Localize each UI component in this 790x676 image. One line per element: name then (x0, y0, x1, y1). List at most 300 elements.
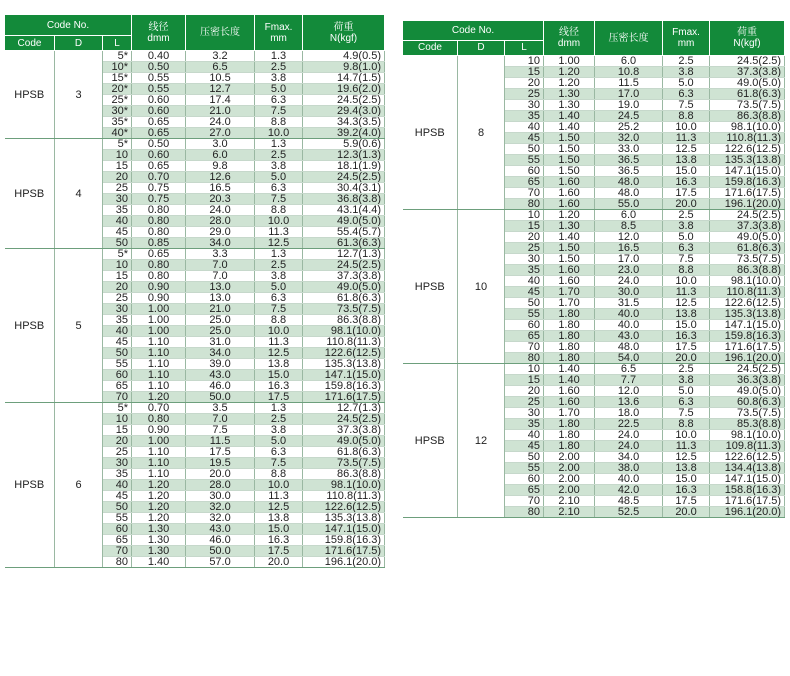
load-cell: 147.1(15.0) (303, 370, 385, 381)
fmax-cell: 15.0 (255, 370, 303, 381)
load-cell: 55.4(5.7) (303, 227, 385, 238)
load-cell: 9.8(1.0) (303, 62, 385, 73)
length-cell: 30* (103, 106, 132, 117)
fmax-cell: 10.0 (255, 326, 303, 337)
length-cell: 60 (103, 370, 132, 381)
fmax-cell: 6.3 (255, 183, 303, 194)
fmax-cell: 8.8 (255, 205, 303, 216)
wire-diameter-cell: 1.20 (132, 491, 186, 502)
load-cell: 37.3(3.8) (710, 221, 785, 232)
wire-diameter-cell: 1.10 (132, 458, 186, 469)
compressed-length-cell: 13.0 (186, 293, 255, 304)
compressed-length-cell: 19.5 (186, 458, 255, 469)
load-cell: 159.8(16.3) (303, 381, 385, 392)
wire-diameter-cell: 0.80 (132, 414, 186, 425)
table-row (5, 139, 385, 150)
length-cell: 25 (505, 89, 544, 100)
wire-diameter-cell: 2.00 (544, 485, 595, 496)
load-cell: 18.1(1.9) (303, 161, 385, 172)
load-cell: 34.3(3.5) (303, 117, 385, 128)
length-cell: 55 (505, 309, 544, 320)
wire-diameter-cell: 1.10 (132, 348, 186, 359)
wire-diameter-cell: 1.10 (132, 359, 186, 370)
fmax-cell: 13.8 (663, 463, 710, 474)
length-cell: 35 (103, 315, 132, 326)
load-cell: 196.1(20.0) (710, 353, 785, 364)
load-cell: 24.5(2.5) (303, 260, 385, 271)
length-cell: 30 (505, 254, 544, 265)
fmax-cell: 7.5 (663, 100, 710, 111)
fmax-cell: 15.0 (663, 474, 710, 485)
fmax-cell: 2.5 (255, 260, 303, 271)
length-cell: 10 (103, 260, 132, 271)
fmax-cell: 2.5 (255, 150, 303, 161)
diameter-cell: 5 (55, 249, 103, 403)
wire-diameter-cell: 1.30 (132, 535, 186, 546)
wire-diameter-cell: 1.00 (132, 315, 186, 326)
load-cell: 171.6(17.5) (303, 546, 385, 557)
spec-table-right (402, 20, 785, 518)
load-cell: 86.3(8.8) (710, 265, 785, 276)
load-cell: 24.5(2.5) (303, 172, 385, 183)
load-cell: 5.9(0.6) (303, 139, 385, 150)
length-cell: 25* (103, 95, 132, 106)
wire-diameter-cell: 1.70 (544, 298, 595, 309)
fmax-cell: 5.0 (663, 232, 710, 243)
wire-diameter-cell: 0.40 (132, 51, 186, 62)
length-cell: 40 (505, 276, 544, 287)
fmax-cell: 5.0 (255, 282, 303, 293)
table-row (5, 403, 385, 414)
fmax-cell: 12.5 (663, 298, 710, 309)
load-cell: 49.0(5.0) (710, 386, 785, 397)
length-cell: 10 (505, 364, 544, 375)
wire-diameter-cell: 1.60 (544, 199, 595, 210)
compressed-length-cell: 32.0 (595, 133, 663, 144)
length-cell: 60 (103, 524, 132, 535)
length-cell: 35 (103, 205, 132, 216)
length-cell: 30 (103, 304, 132, 315)
load-cell: 171.6(17.5) (710, 188, 785, 199)
load-cell: 147.1(15.0) (710, 474, 785, 485)
load-cell: 122.6(12.5) (303, 348, 385, 359)
code-cell: HPSB (403, 210, 458, 364)
compressed-length-cell: 16.5 (186, 183, 255, 194)
wire-diameter-cell: 1.10 (132, 370, 186, 381)
compressed-length-cell: 17.4 (186, 95, 255, 106)
load-cell: 4.9(0.5) (303, 51, 385, 62)
fmax-cell: 7.5 (663, 254, 710, 265)
wire-diameter-cell: 0.85 (132, 238, 186, 249)
fmax-cell: 8.8 (255, 315, 303, 326)
wire-diameter-cell: 1.20 (544, 210, 595, 221)
wire-diameter-cell: 0.70 (132, 403, 186, 414)
wire-diameter-cell: 0.60 (132, 95, 186, 106)
load-cell: 24.5(2.5) (303, 95, 385, 106)
fmax-cell: 11.3 (255, 337, 303, 348)
fmax-cell: 16.3 (663, 331, 710, 342)
fmax-cell: 1.3 (255, 249, 303, 260)
length-cell: 45 (505, 441, 544, 452)
compressed-length-cell: 42.0 (595, 485, 663, 496)
wire-diameter-cell: 1.50 (544, 144, 595, 155)
fmax-cell: 10.0 (663, 430, 710, 441)
compressed-length-header: 压密长度 (595, 21, 663, 56)
wire-diameter-cell: 0.90 (132, 282, 186, 293)
load-cell: 37.3(3.8) (303, 425, 385, 436)
wire-diameter-cell: 1.50 (544, 254, 595, 265)
compressed-length-cell: 48.5 (595, 496, 663, 507)
compressed-length-cell: 6.5 (595, 364, 663, 375)
load-cell: 122.6(12.5) (710, 452, 785, 463)
wire-diameter-cell: 1.60 (544, 276, 595, 287)
fmax-cell: 5.0 (663, 78, 710, 89)
length-cell: 40* (103, 128, 132, 139)
wire-diameter-cell: 1.50 (544, 133, 595, 144)
load-cell: 60.8(6.3) (710, 397, 785, 408)
compressed-length-cell: 24.5 (595, 111, 663, 122)
table-row (5, 51, 385, 62)
load-cell: 135.3(13.8) (710, 155, 785, 166)
fmax-cell: 8.8 (255, 469, 303, 480)
wire-diameter-cell: 1.40 (132, 557, 186, 568)
fmax-cell: 11.3 (255, 227, 303, 238)
compressed-length-cell: 3.2 (186, 51, 255, 62)
fmax-cell: 8.8 (663, 265, 710, 276)
compressed-length-cell: 7.0 (186, 260, 255, 271)
load-cell: 73.5(7.5) (303, 458, 385, 469)
fmax-header: Fmax. mm (663, 21, 710, 56)
compressed-length-cell: 24.0 (595, 430, 663, 441)
fmax-cell: 12.5 (255, 348, 303, 359)
load-cell: 73.5(7.5) (710, 408, 785, 419)
table-header (5, 15, 385, 51)
compressed-length-cell: 28.0 (186, 480, 255, 491)
fmax-cell: 16.3 (255, 535, 303, 546)
fmax-cell: 2.5 (255, 62, 303, 73)
load-cell: 196.1(20.0) (303, 557, 385, 568)
fmax-cell: 3.8 (663, 221, 710, 232)
wire-diameter-cell: 2.00 (544, 474, 595, 485)
compressed-length-cell: 12.0 (595, 386, 663, 397)
length-cell: 50 (505, 144, 544, 155)
load-cell: 171.6(17.5) (710, 496, 785, 507)
compressed-length-cell: 43.0 (186, 524, 255, 535)
compressed-length-cell: 28.0 (186, 216, 255, 227)
compressed-length-cell: 11.5 (595, 78, 663, 89)
compressed-length-cell: 11.5 (186, 436, 255, 447)
length-cell: 55 (103, 359, 132, 370)
length-cell: 20 (505, 386, 544, 397)
compressed-length-cell: 34.0 (186, 238, 255, 249)
length-cell: 35 (505, 111, 544, 122)
load-cell: 159.8(16.3) (710, 177, 785, 188)
compressed-length-cell: 50.0 (186, 392, 255, 403)
fmax-cell: 16.3 (255, 381, 303, 392)
wire-diameter-cell: 2.10 (544, 507, 595, 518)
fmax-cell: 10.0 (663, 276, 710, 287)
load-cell: 147.1(15.0) (710, 166, 785, 177)
fmax-cell: 17.5 (663, 342, 710, 353)
load-cell: 86.3(8.8) (303, 469, 385, 480)
load-cell: 19.6(2.0) (303, 84, 385, 95)
fmax-cell: 2.5 (663, 210, 710, 221)
wire-diameter-cell: 1.60 (544, 177, 595, 188)
length-cell: 40 (103, 480, 132, 491)
compressed-length-cell: 54.0 (595, 353, 663, 364)
fmax-cell: 3.8 (255, 161, 303, 172)
wire-diameter-cell: 1.80 (544, 342, 595, 353)
compressed-length-cell: 10.8 (595, 67, 663, 78)
load-cell: 12.7(1.3) (303, 403, 385, 414)
compressed-length-cell: 52.5 (595, 507, 663, 518)
load-cell: 49.0(5.0) (303, 282, 385, 293)
length-cell: 50 (505, 298, 544, 309)
compressed-length-cell: 20.0 (186, 469, 255, 480)
load-cell: 98.1(10.0) (303, 480, 385, 491)
wire-diameter-cell: 1.80 (544, 353, 595, 364)
length-cell: 15 (505, 221, 544, 232)
wire-diameter-cell: 1.60 (544, 397, 595, 408)
wire-diameter-cell: 0.75 (132, 194, 186, 205)
length-cell: 25 (103, 293, 132, 304)
wire-diameter-cell: 1.20 (544, 67, 595, 78)
compressed-length-header: 压密长度 (186, 15, 255, 51)
wire-diameter-cell: 1.40 (544, 122, 595, 133)
compressed-length-cell: 38.0 (595, 463, 663, 474)
load-cell: 61.8(6.3) (710, 89, 785, 100)
compressed-length-cell: 30.0 (186, 491, 255, 502)
load-cell: 171.6(17.5) (303, 392, 385, 403)
wire-diameter-cell: 0.80 (132, 271, 186, 282)
wire-diameter-cell: 0.55 (132, 84, 186, 95)
wire-diameter-cell: 1.80 (544, 441, 595, 452)
length-cell: 70 (505, 342, 544, 353)
wire-diameter-cell: 0.50 (132, 139, 186, 150)
wire-diameter-cell: 1.30 (544, 100, 595, 111)
compressed-length-cell: 9.8 (186, 161, 255, 172)
wire-diameter-cell: 1.80 (544, 430, 595, 441)
length-cell: 50 (103, 348, 132, 359)
compressed-length-cell: 19.0 (595, 100, 663, 111)
diameter-cell: 8 (458, 56, 505, 210)
length-cell: 80 (505, 353, 544, 364)
table-row (403, 364, 785, 375)
fmax-cell: 7.5 (255, 304, 303, 315)
load-cell: 86.3(8.8) (710, 111, 785, 122)
length-cell: 25 (103, 447, 132, 458)
length-cell: 30 (103, 194, 132, 205)
load-cell: 196.1(20.0) (710, 199, 785, 210)
length-cell: 40 (103, 326, 132, 337)
length-cell: 60 (505, 474, 544, 485)
diameter-cell: 6 (55, 403, 103, 568)
length-cell: 70 (505, 496, 544, 507)
wire-diameter-cell: 0.65 (132, 249, 186, 260)
compressed-length-cell: 40.0 (595, 320, 663, 331)
fmax-cell: 3.8 (663, 375, 710, 386)
wire-diameter-cell: 1.70 (544, 408, 595, 419)
length-cell: 25 (103, 183, 132, 194)
fmax-cell: 5.0 (663, 386, 710, 397)
load-cell: 134.4(13.8) (710, 463, 785, 474)
compressed-length-cell: 7.0 (186, 414, 255, 425)
compressed-length-cell: 46.0 (186, 381, 255, 392)
fmax-cell: 20.0 (663, 507, 710, 518)
fmax-cell: 6.3 (663, 397, 710, 408)
fmax-cell: 20.0 (663, 353, 710, 364)
wire-diameter-cell: 1.00 (132, 436, 186, 447)
wire-diameter-cell: 1.60 (544, 265, 595, 276)
load-cell: 49.0(5.0) (303, 216, 385, 227)
length-cell: 30 (103, 458, 132, 469)
length-cell: 80 (505, 199, 544, 210)
wire-diameter-cell: 1.30 (132, 524, 186, 535)
fmax-cell: 17.5 (255, 392, 303, 403)
code-cell: HPSB (5, 249, 55, 403)
compressed-length-cell: 3.0 (186, 139, 255, 150)
compressed-length-cell: 12.6 (186, 172, 255, 183)
code-cell: HPSB (403, 364, 458, 518)
fmax-cell: 8.8 (663, 419, 710, 430)
code-header: Code (403, 40, 458, 55)
length-cell: 15* (103, 73, 132, 84)
wire-diameter-cell: 1.80 (544, 320, 595, 331)
fmax-cell: 3.8 (663, 67, 710, 78)
compressed-length-cell: 32.0 (186, 513, 255, 524)
fmax-cell: 10.0 (255, 480, 303, 491)
length-cell: 70 (505, 188, 544, 199)
wire-diameter-cell: 1.70 (544, 287, 595, 298)
wire-diameter-cell: 1.20 (132, 502, 186, 513)
compressed-length-cell: 36.5 (595, 155, 663, 166)
wire-diameter-cell: 1.40 (544, 111, 595, 122)
fmax-cell: 6.3 (255, 95, 303, 106)
load-cell: 61.8(6.3) (710, 243, 785, 254)
diameter-cell: 3 (55, 51, 103, 139)
compressed-length-cell: 31.0 (186, 337, 255, 348)
compressed-length-cell: 12.0 (595, 232, 663, 243)
length-cell: 15 (505, 67, 544, 78)
wire-diameter-cell: 0.65 (132, 161, 186, 172)
load-cell: 196.1(20.0) (710, 507, 785, 518)
fmax-cell: 6.3 (255, 447, 303, 458)
length-cell: 5* (103, 139, 132, 150)
load-cell: 158.8(16.3) (710, 485, 785, 496)
compressed-length-cell: 13.0 (186, 282, 255, 293)
fmax-cell: 15.0 (663, 320, 710, 331)
compressed-length-cell: 6.0 (595, 210, 663, 221)
compressed-length-cell: 48.0 (595, 177, 663, 188)
table-row (403, 56, 785, 67)
fmax-cell: 13.8 (255, 359, 303, 370)
load-cell: 36.8(3.8) (303, 194, 385, 205)
wire-diameter-header: 线径 dmm (544, 21, 595, 56)
compressed-length-cell: 13.6 (595, 397, 663, 408)
fmax-cell: 5.0 (255, 172, 303, 183)
length-cell: 45 (103, 227, 132, 238)
length-cell: 15 (103, 271, 132, 282)
length-cell: 35 (505, 265, 544, 276)
compressed-length-cell: 20.3 (186, 194, 255, 205)
length-cell: 60 (505, 320, 544, 331)
wire-diameter-cell: 1.40 (544, 232, 595, 243)
wire-diameter-cell: 0.90 (132, 293, 186, 304)
fmax-cell: 15.0 (255, 524, 303, 535)
fmax-cell: 17.5 (255, 546, 303, 557)
compressed-length-cell: 21.0 (186, 304, 255, 315)
wire-diameter-cell: 0.60 (132, 106, 186, 117)
fmax-cell: 10.0 (255, 128, 303, 139)
fmax-cell: 5.0 (255, 84, 303, 95)
compressed-length-cell: 24.0 (186, 205, 255, 216)
wire-diameter-cell: 0.80 (132, 227, 186, 238)
load-cell: 110.8(11.3) (303, 337, 385, 348)
length-cell: 20 (103, 172, 132, 183)
length-cell: 20* (103, 84, 132, 95)
load-cell: 122.6(12.5) (710, 298, 785, 309)
wire-diameter-cell: 2.00 (544, 452, 595, 463)
load-header: 荷重 N(kgf) (710, 21, 785, 56)
l-header: L (103, 36, 132, 51)
wire-diameter-cell: 0.55 (132, 73, 186, 84)
table-row (403, 210, 785, 221)
load-cell: 24.5(2.5) (710, 210, 785, 221)
length-cell: 10 (505, 210, 544, 221)
code-no-header: Code No. (5, 15, 132, 36)
fmax-cell: 16.3 (663, 177, 710, 188)
table-row (5, 249, 385, 260)
fmax-cell: 6.3 (663, 243, 710, 254)
compressed-length-cell: 12.7 (186, 84, 255, 95)
load-cell: 98.1(10.0) (710, 430, 785, 441)
fmax-cell: 17.5 (663, 188, 710, 199)
length-cell: 70 (103, 392, 132, 403)
compressed-length-cell: 17.0 (595, 89, 663, 100)
wire-diameter-cell: 1.20 (132, 392, 186, 403)
diameter-cell: 10 (458, 210, 505, 364)
length-cell: 40 (505, 430, 544, 441)
length-cell: 50 (505, 452, 544, 463)
length-cell: 80 (103, 557, 132, 568)
load-cell: 30.4(3.1) (303, 183, 385, 194)
compressed-length-cell: 34.0 (595, 452, 663, 463)
compressed-length-cell: 10.5 (186, 73, 255, 84)
fmax-cell: 20.0 (255, 557, 303, 568)
code-cell: HPSB (5, 139, 55, 249)
length-cell: 65 (505, 485, 544, 496)
load-cell: 49.0(5.0) (710, 232, 785, 243)
length-cell: 20 (505, 78, 544, 89)
length-cell: 15 (103, 161, 132, 172)
compressed-length-cell: 43.0 (595, 331, 663, 342)
fmax-cell: 1.3 (255, 51, 303, 62)
load-cell: 98.1(10.0) (303, 326, 385, 337)
wire-diameter-cell: 1.30 (132, 546, 186, 557)
length-cell: 55 (505, 463, 544, 474)
wire-diameter-header: 线径 dmm (132, 15, 186, 51)
compressed-length-cell: 7.5 (186, 425, 255, 436)
wire-diameter-cell: 1.60 (544, 188, 595, 199)
load-cell: 29.4(3.0) (303, 106, 385, 117)
fmax-cell: 6.3 (255, 293, 303, 304)
length-cell: 40 (103, 216, 132, 227)
length-cell: 15 (103, 425, 132, 436)
compressed-length-cell: 30.0 (595, 287, 663, 298)
length-cell: 35* (103, 117, 132, 128)
table-body (403, 56, 785, 518)
length-cell: 55 (103, 513, 132, 524)
